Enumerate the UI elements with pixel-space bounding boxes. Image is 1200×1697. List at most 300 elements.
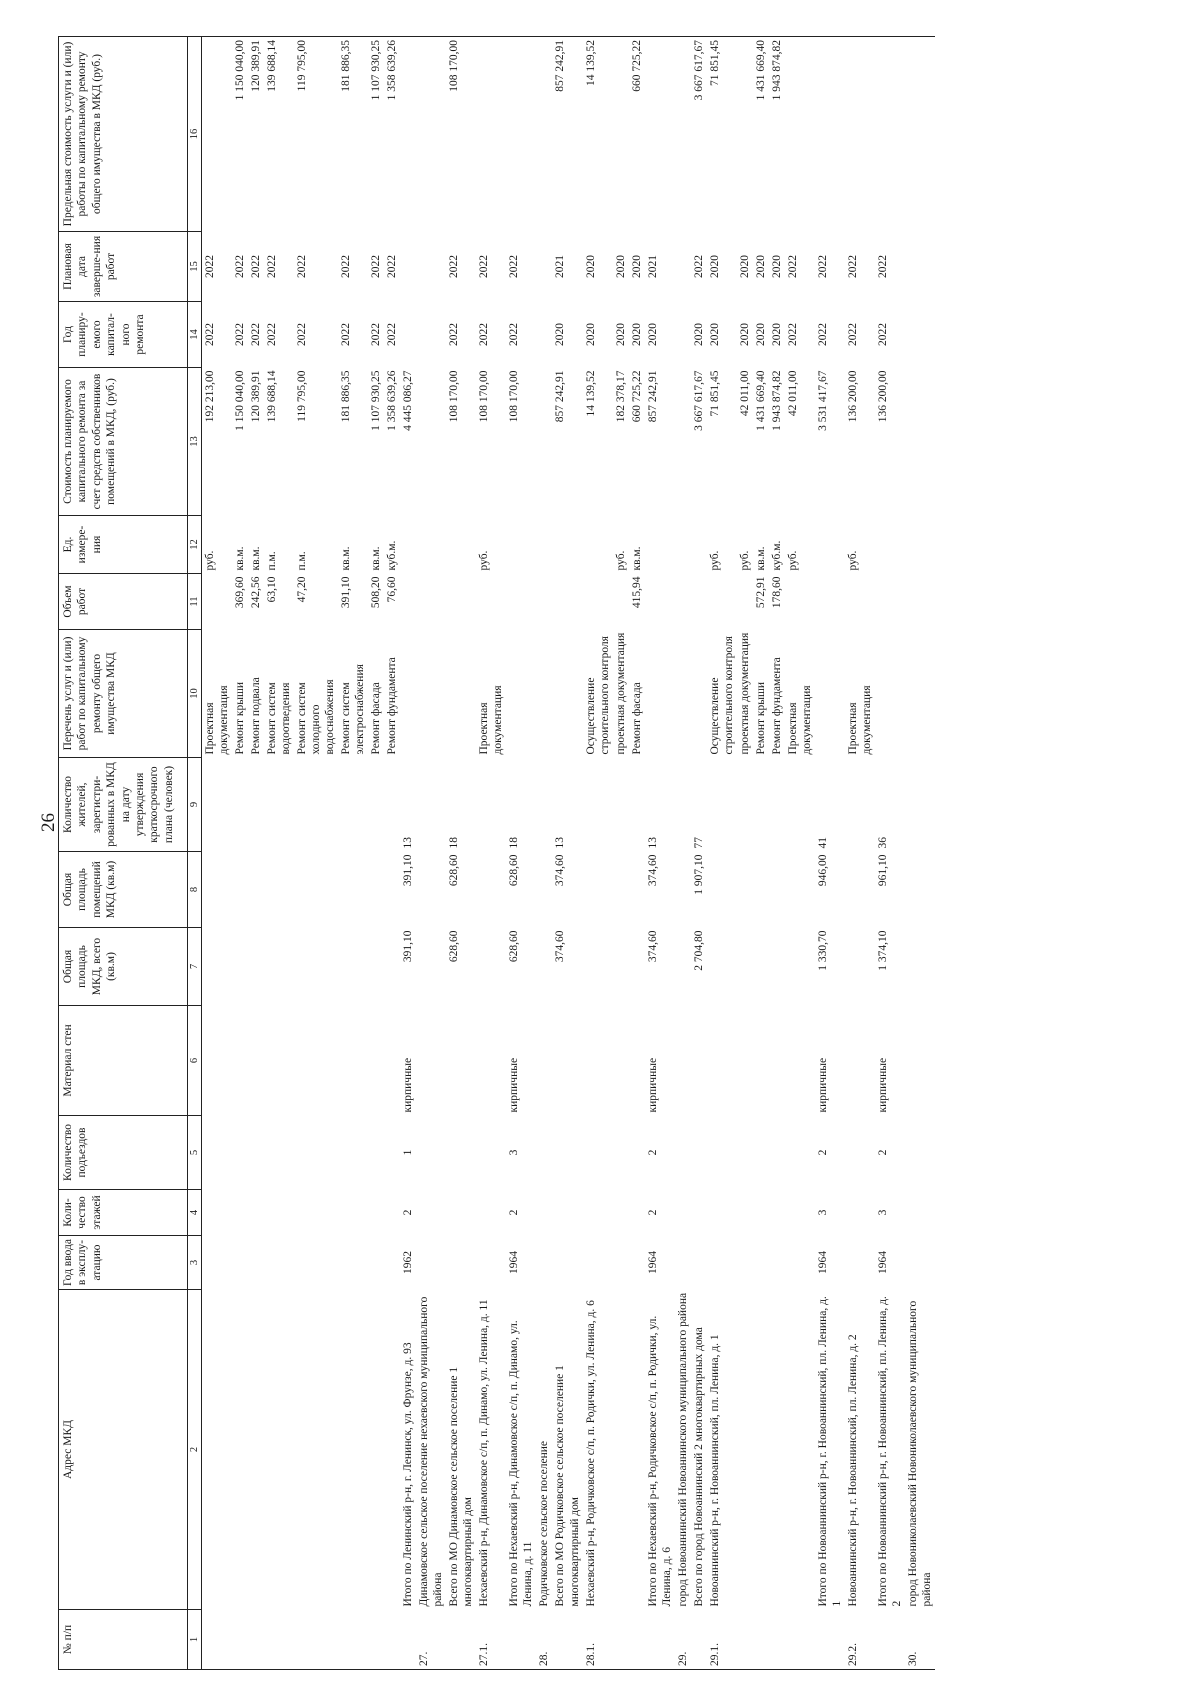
cell-unit: куб.м. — [386, 540, 399, 571]
cell-area — [476, 928, 506, 1006]
cell-entr: 2 — [876, 1149, 889, 1156]
cell-addr — [613, 1290, 629, 1610]
cell-floors — [552, 1190, 582, 1236]
cell-floors: 2 — [402, 1209, 415, 1216]
cell-py: 2020 — [708, 323, 721, 346]
cell-work — [400, 630, 416, 758]
cell-res — [384, 758, 400, 852]
cell-entr — [384, 1116, 400, 1190]
cell-year: 1964 — [816, 1251, 829, 1274]
cell-area: 374,60 — [646, 930, 659, 963]
cell-cost — [675, 368, 691, 516]
cell-lim — [476, 37, 506, 232]
cell-work — [875, 630, 905, 758]
cell-res: 18 — [508, 837, 521, 849]
cell-addr — [629, 1290, 645, 1610]
cell-res — [202, 758, 233, 852]
cell-area2 — [629, 852, 645, 928]
cell-pd — [675, 232, 691, 302]
cell-cost: 71 851,45 — [708, 370, 721, 417]
column-number: 9 — [188, 758, 202, 852]
cell-vol — [707, 574, 737, 630]
cell-unit: руб. — [846, 550, 859, 571]
cell-addr: Нехаевский р-н, Родичковское с/п, п. Родички, ул. Ленина, д. 6 — [584, 1300, 597, 1607]
cell-n: 27.1. — [476, 1610, 506, 1670]
cell-pd: 2022 — [370, 255, 383, 278]
cell-addr — [785, 1290, 815, 1610]
cell-res — [583, 758, 613, 852]
cell-year — [905, 1236, 935, 1290]
cell-work: Ремонт фундамента — [386, 657, 399, 755]
cell-unit — [905, 516, 935, 574]
cell-n: 29.2. — [845, 1610, 875, 1670]
cell-addr: Итого по Новоаннинский р-н, г. Новоаннинский, пл. Ленина, д. 2 — [876, 1296, 903, 1607]
cell-pd: 2022 — [846, 255, 859, 278]
cell-pd — [400, 232, 416, 302]
cell-floors — [753, 1190, 769, 1236]
cell-area: 2 704,80 — [692, 930, 705, 971]
cell-lim — [416, 37, 446, 232]
cell-area2 — [707, 852, 737, 928]
cell-mat — [753, 1006, 769, 1116]
cell-mat: кирпичные — [402, 1057, 415, 1113]
column-header: Коли-чество этажей — [59, 1190, 188, 1236]
cell-pd: 2022 — [448, 255, 461, 278]
cell-py: 2022 — [234, 323, 247, 346]
cell-year — [264, 1236, 294, 1290]
cell-cost — [905, 368, 935, 516]
cell-floors — [905, 1190, 935, 1236]
cell-area — [202, 928, 233, 1006]
cell-mat — [476, 1006, 506, 1116]
cell-n — [769, 1610, 785, 1670]
cell-pd: 2020 — [754, 255, 767, 278]
cell-area2: 946,00 — [816, 854, 829, 887]
cell-lim — [815, 37, 845, 232]
cell-n — [400, 1610, 416, 1670]
cell-vol — [691, 574, 707, 630]
column-header: Перечень услуг и (или) работ по капитальному ремонту общего имущества МКД — [59, 630, 188, 758]
cell-area2: 1 907,10 — [692, 854, 705, 895]
cell-area2 — [675, 852, 691, 928]
cell-unit: руб. — [738, 550, 751, 571]
cell-unit — [400, 516, 416, 574]
column-number: 4 — [188, 1190, 202, 1236]
table-row — [294, 37, 338, 1670]
cell-area2: 374,60 — [646, 854, 659, 887]
cell-area2 — [845, 852, 875, 928]
cell-cost: 108 170,00 — [478, 370, 491, 423]
cell-work — [446, 630, 476, 758]
cell-floors — [785, 1190, 815, 1236]
cell-vol: 415,94 — [630, 576, 643, 609]
cell-entr — [248, 1116, 264, 1190]
column-number: 2 — [188, 1290, 202, 1610]
cell-addr — [232, 1290, 248, 1610]
cell-area2 — [202, 852, 233, 928]
cell-vol — [446, 574, 476, 630]
cell-area2 — [232, 852, 248, 928]
cell-mat — [905, 1006, 935, 1116]
cell-mat: кирпичные — [646, 1057, 659, 1113]
cell-cost: 857 242,91 — [646, 370, 659, 423]
cell-entr — [202, 1116, 233, 1190]
cell-addr — [248, 1290, 264, 1610]
cell-lim: 139 688,14 — [264, 37, 294, 232]
cell-year — [583, 1236, 613, 1290]
cell-vol — [583, 574, 613, 630]
cell-area2 — [248, 852, 264, 928]
column-header: Ед. измере-ния — [59, 516, 188, 574]
cell-n — [613, 1610, 629, 1670]
cell-unit — [506, 516, 536, 574]
cell-unit: руб. — [614, 550, 627, 571]
cell-pd: 2021 — [554, 255, 567, 278]
cell-mat — [707, 1006, 737, 1116]
cell-addr: Родичковское сельское поселение — [538, 1440, 551, 1607]
cell-py: 2020 — [584, 323, 597, 346]
cell-area2: 374,60 — [554, 854, 567, 887]
cell-py: 2022 — [876, 323, 889, 346]
cell-mat — [691, 1006, 707, 1116]
cell-work: Ремонт фасада — [630, 682, 643, 755]
cell-area — [785, 928, 815, 1006]
cell-py — [905, 302, 935, 368]
cell-res — [629, 758, 645, 852]
column-number: 15 — [188, 232, 202, 302]
cell-res — [338, 758, 368, 852]
table-row — [400, 37, 416, 1670]
table-row — [737, 37, 753, 1670]
cell-vol — [675, 574, 691, 630]
cell-addr: Итого по Новоаннинский р-н, г. Новоаннинский, пл. Ленина, д. 1 — [816, 1296, 843, 1607]
cell-area2 — [476, 852, 506, 928]
cell-unit: куб.м. — [770, 540, 783, 571]
cell-year — [446, 1236, 476, 1290]
table-row — [368, 37, 384, 1670]
cell-unit — [875, 516, 905, 574]
cell-py: 2022 — [250, 323, 263, 346]
cell-pd: 2022 — [266, 255, 279, 278]
cell-area — [769, 928, 785, 1006]
cell-lim — [645, 37, 675, 232]
cell-year — [613, 1236, 629, 1290]
cell-entr — [707, 1116, 737, 1190]
table-row — [645, 37, 675, 1670]
cell-n — [384, 1610, 400, 1670]
cell-floors — [416, 1190, 446, 1236]
cell-area — [905, 928, 935, 1006]
cell-n — [629, 1610, 645, 1670]
cell-floors: 2 — [646, 1209, 659, 1216]
cell-area2 — [613, 852, 629, 928]
cell-area — [707, 928, 737, 1006]
cell-area2 — [416, 852, 446, 928]
cell-year — [232, 1236, 248, 1290]
cell-area2 — [264, 852, 294, 928]
cell-floors — [384, 1190, 400, 1236]
cell-entr — [446, 1116, 476, 1190]
cell-area — [416, 928, 446, 1006]
cell-addr — [384, 1290, 400, 1610]
cell-unit — [675, 516, 691, 574]
cell-vol: 508,20 — [370, 576, 383, 609]
cell-area2 — [737, 852, 753, 928]
cell-entr: 2 — [816, 1149, 829, 1156]
cell-vol: 63,10 — [266, 576, 279, 603]
cell-mat — [416, 1006, 446, 1116]
cell-vol — [737, 574, 753, 630]
cell-floors — [536, 1190, 552, 1236]
cell-floors — [368, 1190, 384, 1236]
cell-mat — [294, 1006, 338, 1116]
cell-py: 2020 — [646, 323, 659, 346]
cell-work — [675, 630, 691, 758]
cell-res — [232, 758, 248, 852]
cell-cost: 192 213,00 — [204, 370, 217, 423]
cell-pd: 2022 — [340, 255, 353, 278]
cell-n — [248, 1610, 264, 1670]
cell-year — [202, 1236, 233, 1290]
cell-lim: 857 242,91 — [552, 37, 582, 232]
cell-year — [753, 1236, 769, 1290]
cell-py: 2022 — [508, 323, 521, 346]
cell-lim: 120 389,91 — [248, 37, 264, 232]
column-header: Стоимость планируемого капитального ремонта за счет средств собственников помещений в МКД, (руб.) — [59, 368, 188, 516]
cell-vol — [536, 574, 552, 630]
cell-entr — [629, 1116, 645, 1190]
cell-n — [232, 1610, 248, 1670]
cell-work: Ремонт крыши — [234, 681, 247, 755]
cell-work: Осуществление строительного контроля — [708, 636, 735, 755]
cell-res — [368, 758, 384, 852]
column-number: 1 — [188, 1610, 202, 1670]
cell-vol — [400, 574, 416, 630]
cell-unit: кв.м. — [754, 546, 767, 571]
cell-cost: 120 389,91 — [250, 370, 263, 423]
cell-res — [905, 758, 935, 852]
cell-area — [737, 928, 753, 1006]
cell-py: 2022 — [846, 323, 859, 346]
cell-floors: 3 — [816, 1209, 829, 1216]
column-number: 12 — [188, 516, 202, 574]
cell-cost: 136 200,00 — [846, 370, 859, 423]
cell-unit: кв.м. — [234, 546, 247, 571]
cell-floors — [691, 1190, 707, 1236]
cell-n — [737, 1610, 753, 1670]
cell-area: 374,60 — [554, 930, 567, 963]
cell-pd — [905, 232, 935, 302]
cell-addr — [753, 1290, 769, 1610]
cell-res — [785, 758, 815, 852]
table-row — [202, 37, 233, 1670]
cell-area — [384, 928, 400, 1006]
cell-n — [368, 1610, 384, 1670]
cell-py: 2020 — [614, 323, 627, 346]
cell-n — [446, 1610, 476, 1670]
cell-mat — [552, 1006, 582, 1116]
cell-mat: кирпичные — [508, 1057, 521, 1113]
cell-pd: 2022 — [876, 255, 889, 278]
cell-addr — [294, 1290, 338, 1610]
cell-pd — [416, 232, 446, 302]
cell-py — [675, 302, 691, 368]
cell-n — [552, 1610, 582, 1670]
cell-work — [815, 630, 845, 758]
cell-area — [294, 928, 338, 1006]
table-header — [59, 37, 202, 1670]
table-row — [476, 37, 506, 1670]
table-row — [416, 37, 446, 1670]
cell-res: 13 — [646, 837, 659, 849]
table-row — [583, 37, 613, 1670]
cell-mat — [368, 1006, 384, 1116]
cell-cost: 119 795,00 — [296, 370, 309, 422]
cell-pd: 2020 — [614, 255, 627, 278]
cell-cost: 1 107 930,25 — [370, 370, 383, 431]
cell-addr: Новоаннинский р-н, г. Новоаннинский, пл. Ленина, д. 1 — [708, 1334, 721, 1607]
cell-py: 2020 — [738, 323, 751, 346]
cell-unit: руб. — [478, 550, 491, 571]
cell-area2 — [294, 852, 338, 928]
cell-cost: 4 445 086,27 — [402, 370, 415, 431]
cell-mat: кирпичные — [876, 1057, 889, 1113]
cell-unit — [691, 516, 707, 574]
cell-year — [629, 1236, 645, 1290]
cell-vol — [815, 574, 845, 630]
cell-mat — [446, 1006, 476, 1116]
cell-work — [905, 630, 935, 758]
cell-entr — [613, 1116, 629, 1190]
cell-entr — [294, 1116, 338, 1190]
cell-entr — [476, 1116, 506, 1190]
cell-n — [753, 1610, 769, 1670]
cell-area2: 391,10 — [402, 854, 415, 887]
cell-mat — [845, 1006, 875, 1116]
cell-mat — [613, 1006, 629, 1116]
cell-vol — [613, 574, 629, 630]
cell-cost: 1 943 874,82 — [770, 370, 783, 431]
cell-area: 628,60 — [508, 930, 521, 963]
cell-addr: Всего по МО Родичковское сельское поселение 1 многоквартирный дом — [554, 1365, 581, 1607]
cell-work: Ремонт систем электроснабжения — [340, 664, 367, 755]
cell-area: 628,60 — [448, 930, 461, 963]
cell-vol — [645, 574, 675, 630]
cell-pd: 2022 — [204, 255, 217, 278]
cell-res — [707, 758, 737, 852]
table-row — [691, 37, 707, 1670]
cell-unit: руб. — [786, 550, 799, 571]
cell-lim — [875, 37, 905, 232]
table-row — [875, 37, 905, 1670]
cell-py: 2022 — [204, 323, 217, 346]
table-row — [338, 37, 368, 1670]
cell-py: 2022 — [340, 323, 353, 346]
cell-year — [552, 1236, 582, 1290]
cell-floors — [446, 1190, 476, 1236]
cell-pd: 2022 — [508, 255, 521, 278]
table-row — [552, 37, 582, 1670]
cell-mat — [769, 1006, 785, 1116]
cell-floors — [707, 1190, 737, 1236]
cell-pd: 2022 — [386, 255, 399, 278]
cell-year — [476, 1236, 506, 1290]
cell-addr: Итого по Ленинский р-н, г. Ленинск, ул. Фрунзе, д. 93 — [402, 1342, 415, 1607]
cell-py: 2022 — [266, 323, 279, 346]
cell-n — [294, 1610, 338, 1670]
cell-n — [691, 1610, 707, 1670]
cell-mat — [536, 1006, 552, 1116]
cell-year — [368, 1236, 384, 1290]
table-row — [769, 37, 785, 1670]
cell-res: 41 — [816, 837, 829, 849]
cell-lim: 119 795,00 — [294, 37, 338, 232]
table-row — [446, 37, 476, 1670]
cell-floors — [583, 1190, 613, 1236]
cell-pd: 2022 — [786, 255, 799, 278]
cell-year — [536, 1236, 552, 1290]
cell-entr — [845, 1116, 875, 1190]
column-number: 7 — [188, 928, 202, 1006]
table-row — [815, 37, 845, 1670]
column-number: 3 — [188, 1236, 202, 1290]
cell-area — [338, 928, 368, 1006]
cell-unit — [552, 516, 582, 574]
cell-entr: 2 — [646, 1149, 659, 1156]
cell-res — [845, 758, 875, 852]
repair-plan-table — [58, 36, 935, 1670]
cell-cost: 1 150 040,00 — [234, 370, 247, 431]
cell-floors — [294, 1190, 338, 1236]
cell-entr — [583, 1116, 613, 1190]
cell-work: Ремонт систем водоотведения — [266, 682, 293, 755]
column-header: Количество подъездов — [59, 1116, 188, 1190]
cell-unit: кв.м. — [370, 546, 383, 571]
cell-pd: 2020 — [770, 255, 783, 278]
cell-floors — [769, 1190, 785, 1236]
cell-lim: 1 431 669,40 — [753, 37, 769, 232]
cell-py — [400, 302, 416, 368]
cell-lim: 3 667 617,67 — [691, 37, 707, 232]
cell-py: 2022 — [448, 323, 461, 346]
cell-res — [737, 758, 753, 852]
cell-n — [785, 1610, 815, 1670]
cell-floors — [232, 1190, 248, 1236]
cell-area2 — [368, 852, 384, 928]
cell-work: Ремонт систем холодного водоснабжения — [296, 679, 337, 755]
cell-addr — [368, 1290, 384, 1610]
cell-area — [264, 928, 294, 1006]
column-header: Год планиру-емого капитал-ного ремонта — [59, 302, 188, 368]
cell-entr: 3 — [508, 1149, 521, 1156]
cell-area — [629, 928, 645, 1006]
cell-area2 — [769, 852, 785, 928]
cell-vol — [905, 574, 935, 630]
cell-work: Проектная документация — [846, 685, 873, 755]
cell-lim: 1 150 040,00 — [232, 37, 248, 232]
cell-year — [769, 1236, 785, 1290]
cell-year: 1964 — [508, 1251, 521, 1274]
cell-lim: 660 725,22 — [629, 37, 645, 232]
cell-cost: 14 139,52 — [584, 370, 597, 417]
column-number: 6 — [188, 1006, 202, 1116]
cell-lim: 14 139,52 — [583, 37, 613, 232]
table-row — [785, 37, 815, 1670]
cell-addr: город Новоаннинский Новоаннинского муниципального района — [676, 1292, 689, 1607]
cell-lim — [506, 37, 536, 232]
cell-lim: 1 943 874,82 — [769, 37, 785, 232]
cell-unit: кв.м. — [630, 546, 643, 571]
